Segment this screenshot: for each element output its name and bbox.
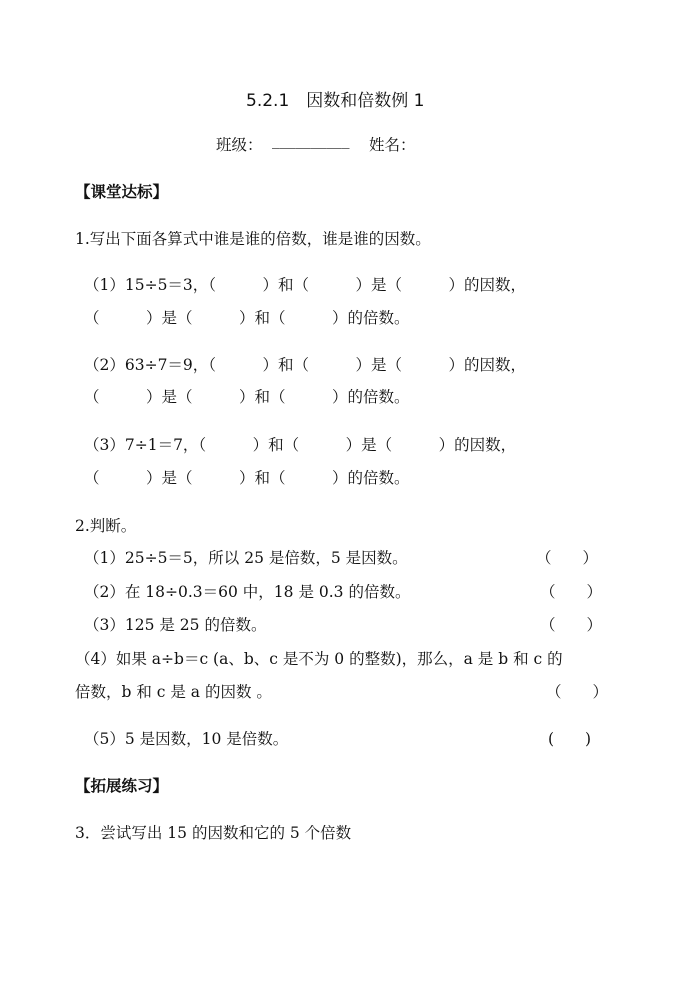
q1-item-1-line-2: （ ）是（ ）和（ ）的倍数。	[84, 309, 410, 327]
q2-item-2-answer-bracket[interactable]: （ ）	[540, 583, 603, 601]
q2-item-2-text: （2）在 18÷0.3＝60 中，18 是 0.3 的倍数。	[84, 583, 411, 601]
name-label: 姓名：	[369, 136, 416, 154]
q2-item-5-answer-bracket[interactable]: ( )	[548, 730, 592, 748]
section-heading-extension: 【拓展练习】	[75, 776, 169, 795]
q2-item-4-text-line-1: （4）如果 a÷b＝c (a、b、c 是不为 0 的整数)，那么，a 是 b 和 c 的	[75, 650, 563, 668]
section-heading-practice: 【课堂达标】	[75, 182, 169, 201]
question-2-prompt: 2.判断。	[75, 517, 137, 535]
q1-item-1-line-1: （1）15÷5＝3，（ ）和（ ）是（ ）的因数，	[84, 276, 527, 294]
q2-item-4-text-line-2: 倍数，b 和 c 是 a 的因数 。	[75, 683, 272, 701]
q2-item-1-answer-bracket[interactable]: （ ）	[536, 549, 599, 567]
question-3-prompt: 3．尝试写出 15 的因数和它的 5 个倍数	[75, 824, 352, 842]
question-1-prompt: 1.写出下面各算式中谁是谁的倍数，谁是谁的因数。	[75, 230, 431, 248]
q1-item-2-line-2: （ ）是（ ）和（ ）的倍数。	[84, 388, 410, 406]
q1-item-3-line-2: （ ）是（ ）和（ ）的倍数。	[84, 469, 410, 487]
q2-item-4-answer-bracket[interactable]: （ ）	[546, 683, 609, 701]
class-label: 班级：	[216, 136, 263, 154]
q1-item-2-line-1: （2）63÷7＝9，（ ）和（ ）是（ ）的因数，	[84, 356, 527, 374]
q1-item-3-line-1: （3）7÷1＝7，（ ）和（ ）是（ ）的因数，	[84, 436, 517, 454]
q2-item-5-text: （5）5 是因数，10 是倍数。	[84, 730, 289, 748]
class-blank: __________	[272, 131, 350, 149]
page-title: 5.2.1 因数和倍数例 1	[246, 91, 425, 111]
q2-item-3-answer-bracket[interactable]: （ ）	[540, 616, 603, 634]
q2-item-1-text: （1）25÷5＝5，所以 25 是倍数，5 是因数。	[84, 549, 408, 567]
q2-item-3-text: （3）125 是 25 的倍数。	[84, 616, 267, 634]
